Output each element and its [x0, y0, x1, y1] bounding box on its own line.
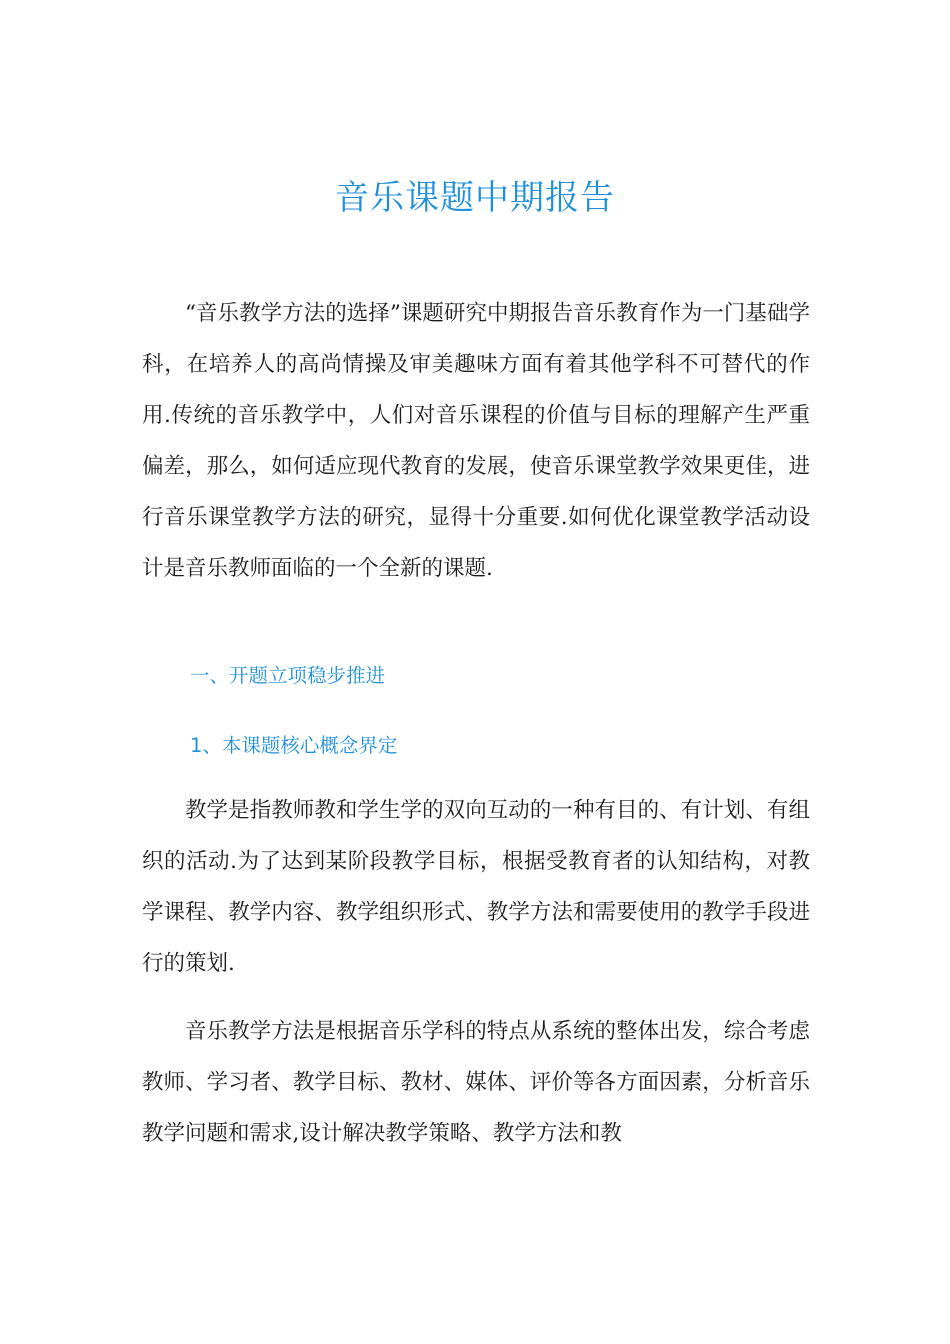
- definition-paragraph: 教学是指教师教和学生学的双向互动的一种有目的、有计划、有组织的活动.为了达到某阶段教学目标，根据受教育者的认知结构，对教学课程、教学内容、教学组织形式、教学方法和需要使用的教学手段进行的策划.: [142, 798, 810, 976]
- subsection-heading: 1、本课题核心概念界定: [190, 734, 398, 757]
- method-paragraph: 音乐教学方法是根据音乐学科的特点从系统的整体出发，综合考虑教师、学习者、教学目标、教材、媒体、评价等各方面因素，分析音乐教学问题和需求,设计解决教学策略、教学方法和教: [142, 1019, 810, 1146]
- section-heading: 一、开题立项稳步推进: [190, 664, 386, 687]
- intro-paragraph: “音乐教学方法的选择”课题研究中期报告音乐教育作为一门基础学科，在培养人的高尚情操及审美趣味方面有着其他学科不可替代的作用.传统的音乐教学中，人们对音乐课程的价值与目标的理解产生严重偏差，那么，如何适应现代教育的发展，使音乐课堂教学效果更佳，进行音乐课堂教学方法的研究，显得十分重要.如何优化课堂教学活动设计是音乐教师面临的一个全新的课题.: [142, 301, 810, 581]
- document-title: 音乐课题中期报告: [335, 178, 615, 218]
